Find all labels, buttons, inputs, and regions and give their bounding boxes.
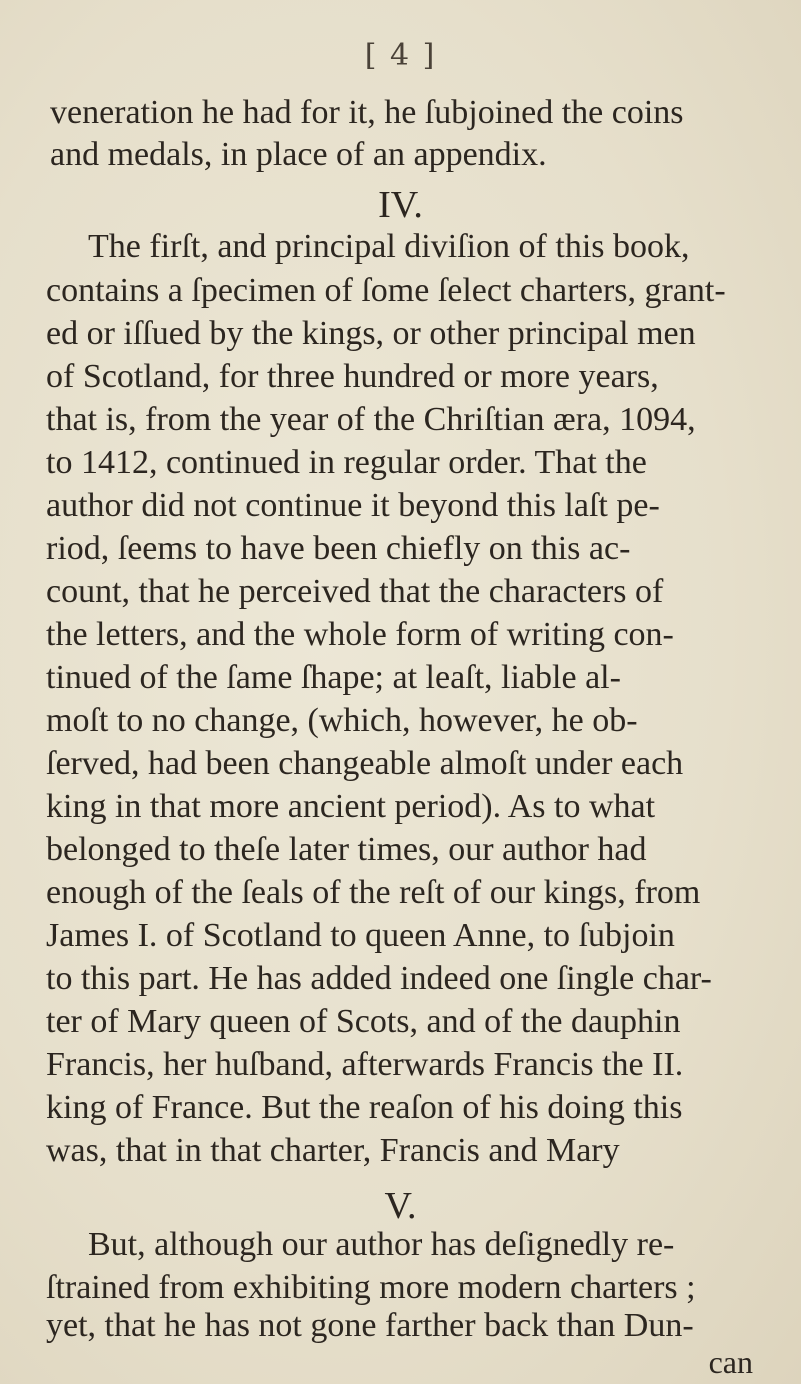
section-heading: V.	[384, 1185, 417, 1227]
text-line: ed or iſſued by the kings, or other principal men	[46, 315, 696, 352]
text-line: belonged to theſe later times, our author had	[46, 831, 647, 868]
text-line: riod, ſeems to have been chiefly on this ac-	[46, 530, 631, 567]
text-line: James I. of Scotland to queen Anne, to ſubjoin	[46, 917, 675, 954]
text-line: to 1412, continued in regular order. That the	[46, 444, 647, 481]
section-heading: IV.	[378, 184, 423, 226]
text-line: was, that in that charter, Francis and Mary	[46, 1132, 620, 1169]
text-line: yet, that he has not gone farther back than Dun-	[46, 1307, 694, 1344]
text-line: veneration he had for it, he ſubjoined the coins	[50, 94, 684, 131]
text-line: moſt to no change, (which, however, he ob-	[46, 702, 638, 739]
text-line: the letters, and the whole form of writing con-	[46, 616, 674, 653]
catchword: can	[708, 1344, 753, 1380]
text-line: Francis, her huſband, afterwards Francis the II.	[46, 1046, 684, 1083]
text-line: The firſt, and principal diviſion of this book,	[88, 228, 690, 265]
text-line: king in that more ancient period). As to what	[46, 788, 656, 825]
text-line: But, although our author has deſignedly re-	[88, 1226, 675, 1263]
text-line: contains a ſpecimen of ſome ſelect charters, grant-	[46, 272, 726, 309]
text-line: author did not continue it beyond this laſt pe-	[46, 487, 660, 524]
text-line: enough of the ſeals of the reſt of our kings, from	[46, 874, 701, 911]
text-line: to this part. He has added indeed one ſingle char-	[46, 960, 712, 997]
text-line: ſerved, had been changeable almoſt under each	[46, 745, 684, 782]
text-line: king of France. But the reaſon of his doing this	[46, 1089, 683, 1126]
text-line: that is, from the year of the Chriſtian æra, 1094,	[46, 401, 696, 438]
text-line: and medals, in place of an appendix.	[50, 136, 547, 173]
text-line: ſtrained from exhibiting more modern charters ;	[46, 1269, 696, 1306]
page-number: [ 4 ]	[364, 38, 437, 73]
text-line: count, that he perceived that the characters of	[46, 573, 664, 610]
text-line: ter of Mary queen of Scots, and of the dauphin	[46, 1003, 681, 1040]
text-line: tinued of the ſame ſhape; at leaſt, liable al-	[46, 659, 621, 696]
text-line: of Scotland, for three hundred or more years,	[46, 358, 659, 395]
